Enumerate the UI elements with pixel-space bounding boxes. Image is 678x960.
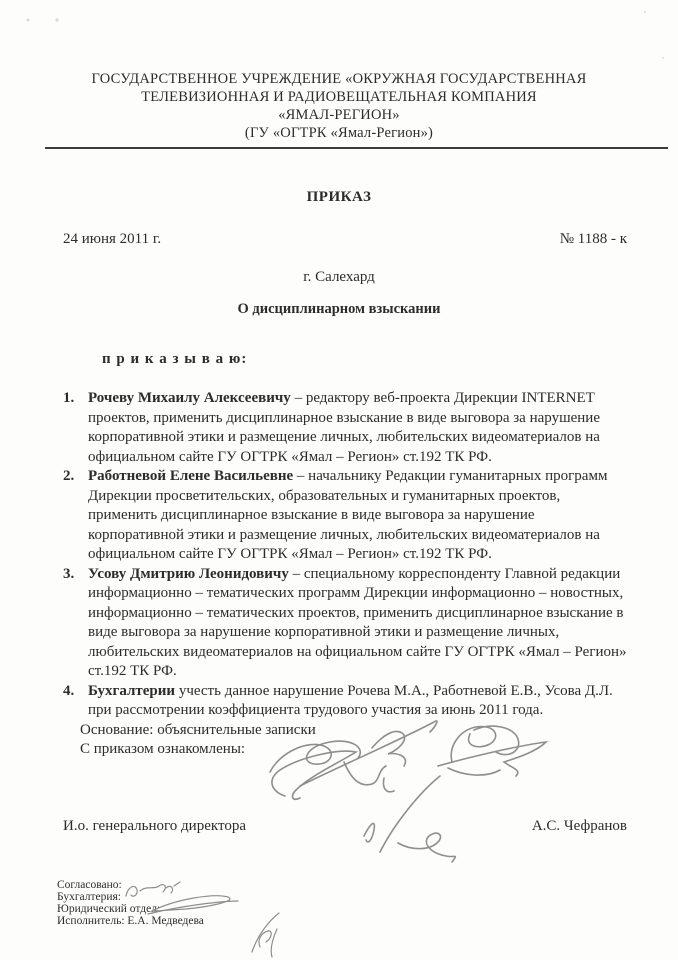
doc-type-title: ПРИКАЗ bbox=[306, 189, 372, 205]
item-number: 1. bbox=[63, 390, 75, 406]
item-text: – начальнику Редакции гуманитарных программ Дирекции просветительских, образовательных и гуманитарных проектов, применить дисциплинарное взыскание в виде выговора за нарушение корпоративной этики и размещение личных, любительских видеоматериалов на официальном сайте ГУ ОГТРК «Ямал – Регион» ст.192 ТК РФ. bbox=[88, 468, 608, 562]
order-city: г. Салехард bbox=[303, 269, 375, 285]
item-addressee: Усову Дмитрию Леонидовичу bbox=[88, 565, 289, 582]
scan-speck bbox=[55, 18, 58, 21]
org-header bbox=[30, 70, 648, 142]
signature-scrawl-right-under bbox=[448, 768, 500, 775]
org-header-line: «ЯМАЛ-РЕГИОН» bbox=[278, 107, 400, 123]
grounds-line: Основание: объяснительные записки bbox=[80, 721, 316, 738]
executor-label: Исполнитель: Е.А. Медведева bbox=[57, 915, 204, 928]
scan-speck bbox=[662, 57, 664, 59]
order-date: 24 июня 2011 г. bbox=[63, 231, 162, 247]
approval-footer bbox=[57, 879, 678, 928]
director-signature-hook bbox=[398, 833, 455, 862]
item-number: 3. bbox=[63, 565, 75, 582]
director-signature-diagonal bbox=[380, 776, 440, 852]
director-sign-row bbox=[63, 818, 627, 835]
scan-speck bbox=[644, 11, 646, 13]
header-rule bbox=[45, 147, 668, 149]
org-header-line: (ГУ «ОГТРК «Ямал-Регион») bbox=[244, 125, 434, 141]
item-addressee: Рочеву Михаилу Алексеевичу bbox=[88, 390, 291, 406]
date-number-row bbox=[63, 231, 627, 248]
item-number: 2. bbox=[63, 468, 75, 484]
legal-label: Юридический отдел: bbox=[57, 903, 161, 916]
item-text: учесть данное нарушение Рочева М.А., Работневой Е.В., Усова Д.Л. при рассмотрении коэффициента трудового участия за июнь 2011 года. bbox=[88, 682, 613, 718]
order-item bbox=[63, 467, 628, 565]
item-number: 4. bbox=[63, 682, 75, 699]
scan-speck bbox=[27, 19, 30, 22]
order-item bbox=[63, 682, 628, 721]
director-name: А.С. Чефранов bbox=[531, 817, 627, 834]
order-item bbox=[63, 389, 628, 467]
signature-scrawl-tail bbox=[344, 762, 394, 792]
basis-block bbox=[80, 721, 628, 760]
item-addressee: Работневой Елене Васильевне bbox=[88, 468, 294, 484]
order-item bbox=[63, 565, 628, 682]
order-number: № 1188 - к bbox=[559, 231, 627, 247]
director-position: И.о. генерального директора bbox=[63, 817, 246, 834]
item-addressee: Бухгалтерии bbox=[88, 682, 176, 699]
decree-word: п р и к а з ы в а ю: bbox=[102, 351, 248, 367]
item-text: – специальному корреспонденту Главной редакции информационно – тематических программ Дирекции информационно – новостных, информационно – тематических проектов, применить дисциплинарное взыскание в виде выговора за нарушение корпоративной этики и размещение личных, любительских видеоматериалов на официальном сайте ГУ ОГТРК «Ямал – Регион» ст.192 ТК РФ. bbox=[88, 565, 627, 679]
order-items bbox=[63, 389, 628, 760]
agreed-label: Согласовано: bbox=[57, 878, 122, 891]
order-subject: О дисциплинарном взыскании bbox=[237, 301, 441, 317]
item-text: – редактору веб-проекта Дирекции INTERNET проектов, применить дисциплинарное взыскание в виде выговора за нарушение корпоративной этики и размещение личных, любительских видеоматериалов на официальном сайте ГУ ОГТРК «Ямал – Регион» ст.192 ТК РФ. bbox=[88, 390, 600, 465]
acknowledged-line: С приказом ознакомлены: bbox=[80, 741, 246, 757]
org-header-line: ГОСУДАРСТВЕННОЕ УЧРЕЖДЕНИЕ «ОКРУЖНАЯ ГОСУДАРСТВЕННАЯ bbox=[91, 71, 587, 87]
org-header-line: ТЕЛЕВИЗИОННАЯ И РАДИОВЕЩАТЕЛЬНАЯ КОМПАНИЯ bbox=[141, 89, 537, 105]
accounting-label: Бухгалтерия: bbox=[57, 890, 121, 903]
